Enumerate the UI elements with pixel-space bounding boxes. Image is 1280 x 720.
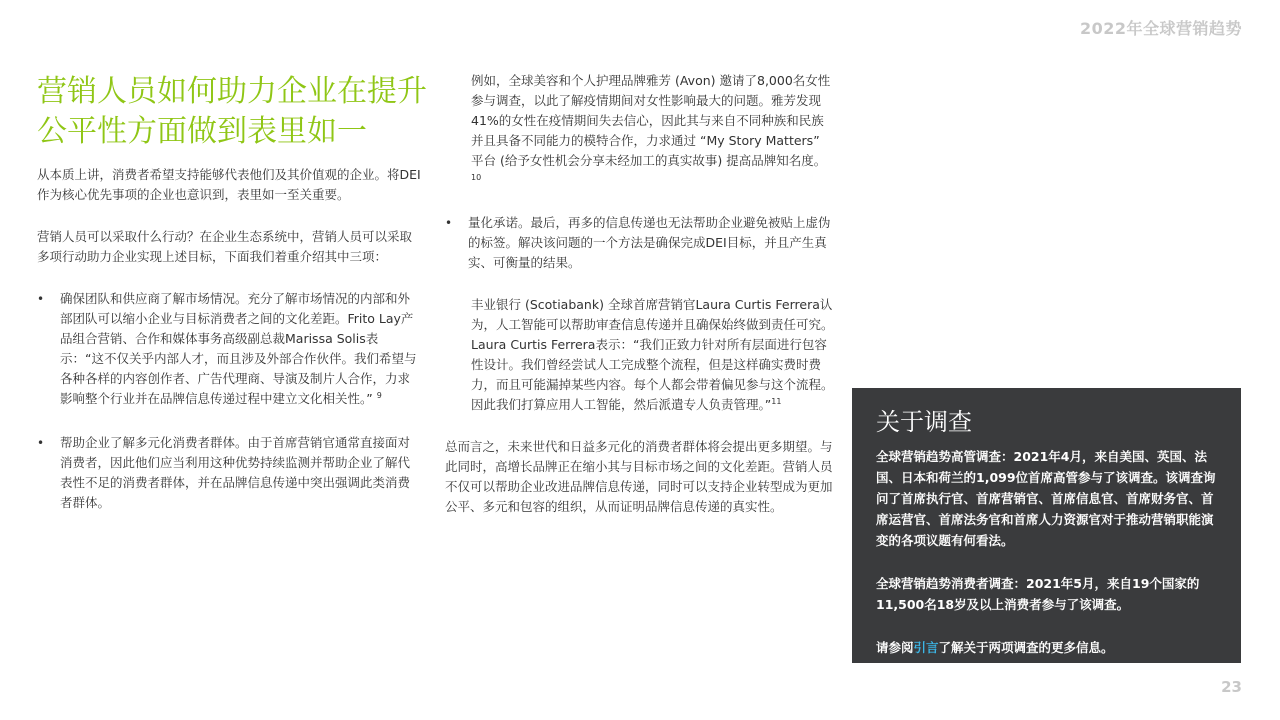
bullet-icon: • [37, 436, 45, 450]
footnote-ref-9[interactable]: 9 [376, 390, 382, 400]
conclusion-paragraph: 总而言之，未来世代和日益多元化的消费者群体将会提出更多期望。与此同时，高增长品牌正在缩小其与目标市场之间的文化差距。营销人员不仅可以帮助企业改进品牌信息传递，同时可以支持企业转型成为更加公平、多元和包容的组织，从而证明品牌信息传递的真实性。 [445, 439, 833, 514]
middle-column [445, 71, 835, 517]
bullet-text-consumers: 帮助企业了解多元化消费者群体。由于首席营销官通常直接面对消费者，因此他们应当利用这种优势持续监测并帮助企业了解代表性不足的消费者群体，并在品牌信息传递中突出强调此类消费者群体。 [60, 435, 411, 510]
bullet-icon: • [37, 292, 45, 306]
footnote-ref-11[interactable]: 11 [771, 396, 782, 406]
consumer-survey-description [876, 573, 1219, 615]
bullet-item-market [37, 289, 421, 409]
consumer-survey-label: 全球营销趋势消费者调查 [876, 576, 1014, 591]
page-heading: 营销人员如何助力企业在提升公平性方面做到表里如一 [37, 74, 427, 149]
bullet-text-market: 确保团队和供应商了解市场情况。充分了解市场情况的内部和外部团队可以缩小企业与目标消费者之间的文化差距。Frito Lay产品组合营销、合作和媒体事务高级副总裁Marissa Solis表示：“这不仅关乎内部人才，而且涉及外部合作伙伴。我们希望与各种各样的内容创作者、广告代理商、导演及制片人合作，力求影响整个行业并在品牌信息传递过程中建立文化相关性。” [60, 291, 417, 406]
bullet-item-commitment [445, 213, 835, 273]
consumer-survey-text: ：2021年5月，来自19个国家的11,500名18岁及以上消费者参与了该调查。 [876, 576, 1200, 612]
executive-survey-text: ：2021年4月，来自美国、英国、法国、日本和荷兰的1,099位首席高管参与了该调查。该调查询问了首席执行官、首席营销官、首席信息官、首席财务官、首席运营官、首席法务官和首席人力资源官对于推动营销职能演变的各项议题有何看法。 [876, 449, 1216, 548]
bullet-icon: • [445, 216, 453, 230]
about-survey-box [852, 388, 1241, 663]
avon-example-text: 例如，全球美容和个人护理品牌雅芳 (Avon) 邀请了8,000名女性参与调查，以此了解疫情期间对女性影响最大的问题。雅芳发现41%的女性在疫情期间失去信心，因此其与来自不同种族和民族并且具备不同能力的模特合作，力求通过 “My Story Matters” 平台 (给予女性机会分享未经加工的真实故事) 提高品牌知名度。 [471, 73, 831, 168]
page-number: 23 [1221, 678, 1242, 696]
scotiabank-text: 丰业银行 (Scotiabank) 全球首席营销官Laura Curtis Ferrera认为，人工智能可以帮助审查信息传递并且确保始终做到责任可究。Laura Curtis Ferrera表示：“我们正致力针对所有层面进行包容性设计。我们曾经尝试人工完成整个流程，但是这样确实费时费力，而且可能漏掉某些内容。每个人都会带着偏见参与这个流程。因此我们打算应用人工智能，然后派遣专人负责管理。” [471, 297, 834, 412]
actions-paragraph: 营销人员可以采取什么行动？在企业生态系统中，营销人员可以采取多项行动助力企业实现上述目标，下面我们着重介绍其中三项： [37, 229, 413, 264]
about-survey-title: 关于调查 [876, 408, 972, 436]
survey-reference-note [876, 637, 1219, 658]
executive-survey-label: 全球营销趋势高管调查 [876, 449, 1002, 464]
bullet-item-consumers [37, 433, 421, 513]
footnote-ref-10[interactable]: 10 [471, 172, 482, 182]
scotiabank-paragraph [445, 295, 835, 415]
avon-example-paragraph [445, 71, 835, 191]
intro-paragraph: 从本质上讲，消费者希望支持能够代表他们及其价值观的企业。将DEI作为核心优先事项的企业也意识到，表里如一至关重要。 [37, 167, 421, 202]
header-title: 2022年全球营销趋势 [1079, 19, 1242, 38]
introduction-link[interactable]: 引言 [913, 640, 939, 655]
reference-suffix: 了解关于两项调查的更多信息。 [938, 640, 1114, 655]
executive-survey-description [876, 446, 1219, 551]
left-column [37, 165, 421, 537]
bullet-text-commitment: 量化承诺。最后，再多的信息传递也无法帮助企业避免被贴上虚伪的标签。解决该问题的一个方法是确保完成DEI目标，并且产生真实、可衡量的结果。 [468, 215, 831, 270]
reference-prefix: 请参阅 [876, 640, 914, 655]
